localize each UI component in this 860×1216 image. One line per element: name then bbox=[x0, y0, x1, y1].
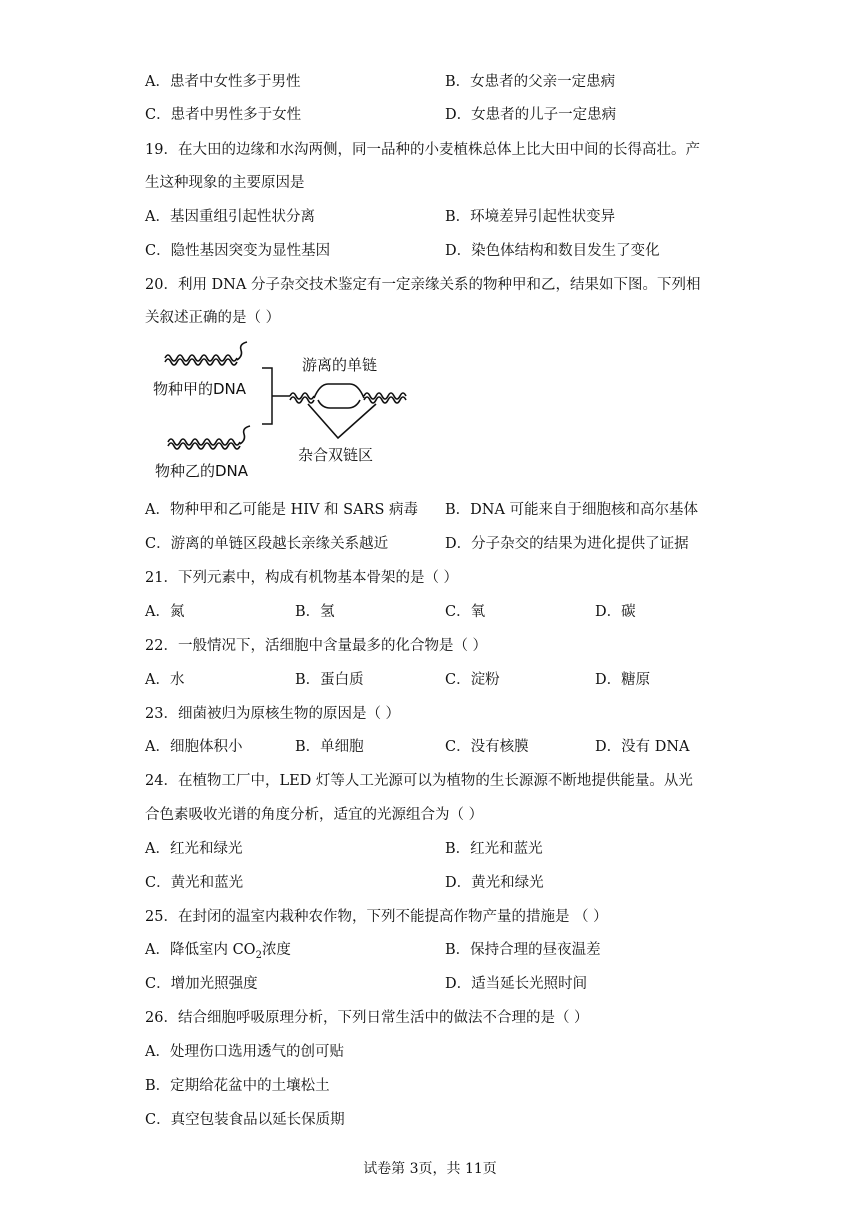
q23-option-d: D．没有 DNA bbox=[595, 739, 690, 755]
q25-option-b: B．保持合理的昼夜温差 bbox=[445, 942, 601, 958]
q23-stem: 23．细菌被归为原核生物的原因是（ ） bbox=[145, 706, 401, 722]
q19-option-d: D．染色体结构和数目发生了变化 bbox=[445, 243, 660, 259]
q25-option-a-suffix: 浓度 bbox=[261, 942, 291, 958]
q26-stem: 26．结合细胞呼吸原理分析，下列日常生活中的做法不合理的是（ ） bbox=[145, 1010, 589, 1026]
q26-option-c: C．真空包装食品以延长保质期 bbox=[145, 1112, 345, 1128]
q19-stem-line1: 19．在大田的边缘和水沟两侧，同一品种的小麦植株总体上比大田中间的长得高壮。产 bbox=[145, 142, 700, 158]
hybrid-dna-molecule bbox=[290, 384, 406, 438]
q26-option-a: A．处理伤口选用透气的创可贴 bbox=[145, 1044, 344, 1060]
q19-option-c: C．隐性基因突变为显性基因 bbox=[145, 243, 331, 259]
q25-option-a-text: A．降低室内 CO bbox=[145, 942, 256, 958]
q20-stem-line2: 关叙述正确的是（ ） bbox=[145, 310, 281, 326]
q20-option-c: C．游离的单链区段越长亲缘关系越近 bbox=[145, 536, 389, 552]
q24-stem-line1: 24．在植物工厂中，LED 灯等人工光源可以为植物的生长源源不断地提供能量。从光 bbox=[145, 773, 693, 789]
q21-option-b: B．氢 bbox=[295, 604, 335, 620]
species-a-dna-strand bbox=[165, 342, 247, 365]
q21-stem: 21．下列元素中，构成有机物基本骨架的是（ ） bbox=[145, 570, 459, 586]
q18-option-b: B．女患者的父亲一定患病 bbox=[445, 74, 616, 90]
q25-stem: 25．在封闭的温室内栽种农作物，下列不能提高作物产量的措施是 （ ） bbox=[145, 909, 608, 925]
q22-stem: 22．一般情况下，活细胞中含量最多的化合物是（ ） bbox=[145, 638, 488, 654]
q24-stem-line2: 合色素吸收光谱的角度分析，适宜的光源组合为（ ） bbox=[145, 807, 484, 823]
q18-option-d: D．女患者的儿子一定患病 bbox=[445, 107, 617, 123]
q23-option-a: A．细胞体积小 bbox=[145, 739, 243, 755]
q20-option-b: B．DNA 可能来自于细胞核和高尔基体 bbox=[445, 502, 699, 518]
q21-option-d: D．碳 bbox=[595, 604, 636, 620]
free-single-strand-label: 游离的单链 bbox=[302, 356, 378, 374]
q18-option-c: C．患者中男性多于女性 bbox=[145, 107, 302, 123]
dna-hybridization-figure bbox=[150, 338, 420, 488]
q24-option-a: A．红光和绿光 bbox=[145, 841, 243, 857]
q25-option-d: D．适当延长光照时间 bbox=[445, 976, 588, 992]
q22-option-b: B．蛋白质 bbox=[295, 672, 364, 688]
q24-option-d: D．黄光和绿光 bbox=[445, 875, 544, 891]
q26-option-b: B．定期给花盆中的土壤松土 bbox=[145, 1078, 330, 1094]
q21-option-a: A．氮 bbox=[145, 604, 185, 620]
bracket bbox=[262, 368, 290, 424]
q24-option-b: B．红光和蓝光 bbox=[445, 841, 543, 857]
q20-option-a: A．物种甲和乙可能是 HIV 和 SARS 病毒 bbox=[145, 502, 419, 518]
species-b-label: 物种乙的DNA bbox=[155, 462, 249, 480]
q23-option-b: B．单细胞 bbox=[295, 739, 364, 755]
q19-option-a: A．基因重组引起性状分离 bbox=[145, 209, 315, 225]
q21-option-c: C．氧 bbox=[445, 604, 486, 620]
species-b-dna-strand bbox=[168, 426, 250, 449]
q22-option-c: C．淀粉 bbox=[445, 672, 500, 688]
q22-option-d: D．糖原 bbox=[595, 672, 651, 688]
q23-option-c: C．没有核膜 bbox=[445, 739, 529, 755]
q25-option-c: C．增加光照强度 bbox=[145, 976, 258, 992]
q25-option-a bbox=[145, 940, 291, 966]
q22-option-a: A．水 bbox=[145, 672, 185, 688]
q18-option-a: A．患者中女性多于男性 bbox=[145, 74, 301, 90]
q20-option-d: D．分子杂交的结果为进化提供了证据 bbox=[445, 536, 689, 552]
q19-stem-line2: 生这种现象的主要原因是 bbox=[145, 175, 305, 191]
page-footer: 试卷第 3页，共 11页 bbox=[363, 1161, 497, 1177]
species-a-label: 物种甲的DNA bbox=[153, 380, 247, 398]
hybrid-region-label: 杂合双链区 bbox=[298, 446, 374, 464]
q25-option-a-subscript: 2 bbox=[255, 949, 262, 961]
q20-stem-line1: 20．利用 DNA 分子杂交技术鉴定有一定亲缘关系的物种甲和乙，结果如下图。下列相 bbox=[145, 277, 701, 293]
q24-option-c: C．黄光和蓝光 bbox=[145, 875, 244, 891]
q19-option-b: B．环境差异引起性状变异 bbox=[445, 209, 616, 225]
